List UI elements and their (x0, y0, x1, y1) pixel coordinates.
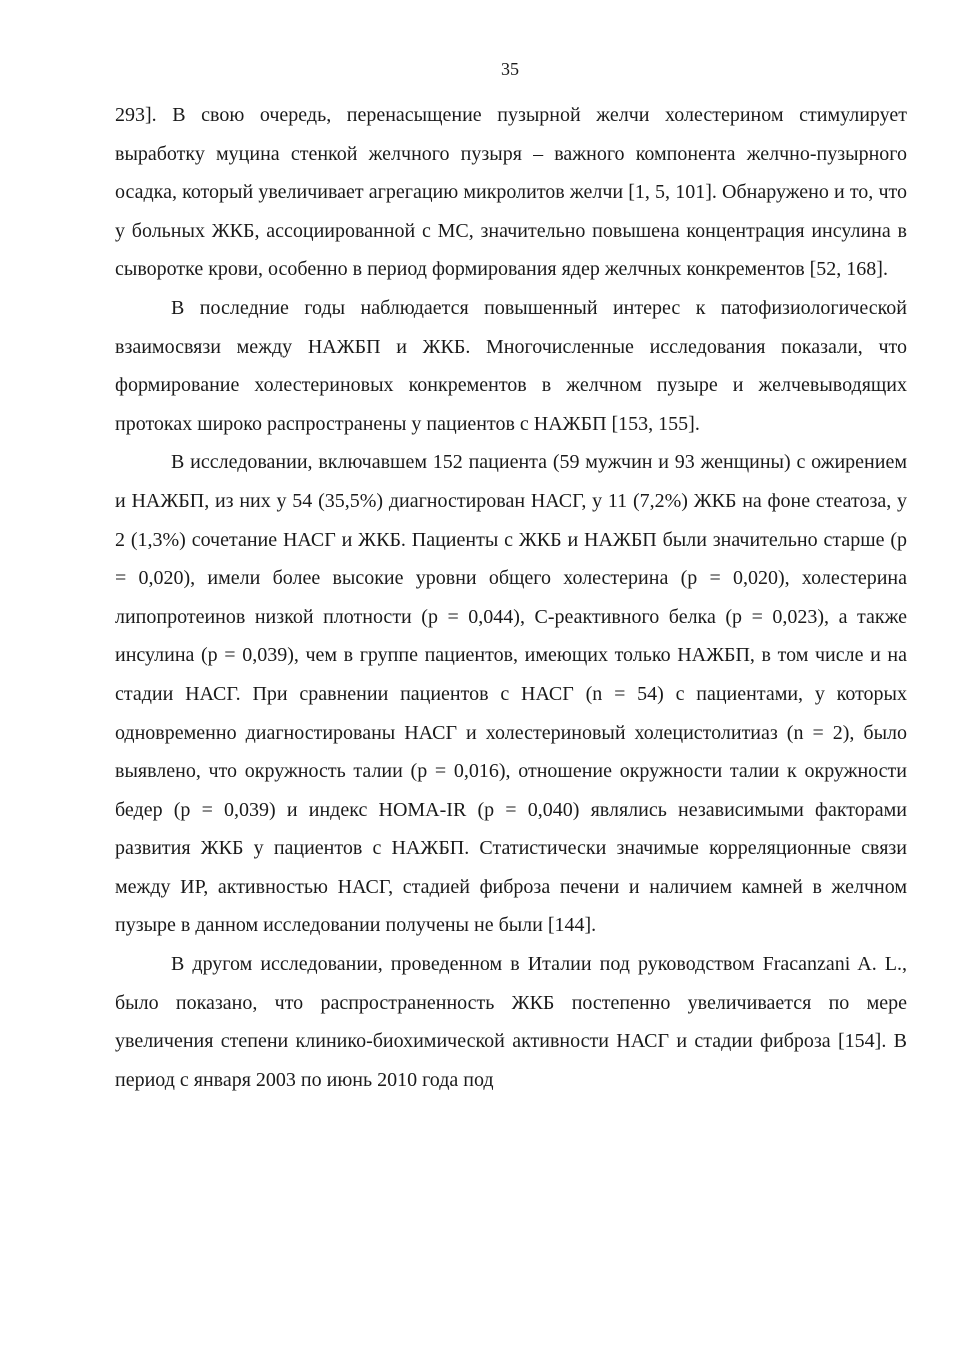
paragraph-2: В последние годы наблюдается повышенный интерес к патофизиологической взаимосвязи между НАЖБП и ЖКБ. Многочисленные исследования показали, что формирование холестериновых конкрементов в желчном пузыре и желчевыводящих протоках широко распространены у пациентов с НАЖБП [153, 155]. (115, 296, 907, 435)
page-number: 35 (501, 59, 519, 79)
paragraph-1: 293]. В свою очередь, перенасыщение пузырной желчи холестерином стимулирует выработку муцина стенкой желчного пузыря – важного компонента желчно-пузырного осадка, который увеличивает агрегацию микролитов желчи [1, 5, 101]. Обнаружено и то, что у больных ЖКБ, ассоциированной с МС, значительно повышена концентрация инсулина в сыворотке крови, особенно в период формирования ядер желчных конкрементов [52, 168]. (115, 104, 907, 281)
paragraph-4: В другом исследовании, проведенном в Италии под руководством Fracanzani A. L., было показано, что распространенность ЖКБ постепенно увеличивается по мере увеличения степени клинико-биохимической активности НАСГ и стадии фиброза [154]. В период с января 2003 по июнь 2010 года под (115, 953, 907, 1091)
paragraph-3: В исследовании, включавшем 152 пациента (59 мужчин и 93 женщины) с ожирением и НАЖБП, из них у 54 (35,5%) диагностирован НАСГ, у 11 (7,2%) ЖКБ на фоне стеатоза, у 2 (1,3%) сочетание НАСГ и ЖКБ. Пациенты с ЖКБ и НАЖБП были значительно старше (р = 0,020), имели более высокие уровни общего холестерина (р = 0,020), холестерина липопротеинов низкой плотности (р = 0,044), С-реактивного белка (р = 0,023), а также инсулина (р = 0,039), чем в группе пациентов, имеющих только НАЖБП, в том числе и на стадии НАСГ. При сравнении пациентов с НАСГ (n = 54) с пациентами, у которых одновременно диагностированы НАСГ и холестериновый холецистолитиаз (n = 2), было выявлено, что окружность талии (р = 0,016), отношение окружности талии к окружности бедер (р = 0,039) и индекс HOMA-IR (р = 0,040) являлись независимыми факторами развития ЖКБ у пациентов с НАЖБП. Статистически значимые корреляционные связи между ИР, активностью НАСГ, стадией фиброза печени и наличием камней в желчном пузыре в данном исследовании получены не были [144]. (115, 451, 907, 937)
document-body (115, 96, 907, 1099)
